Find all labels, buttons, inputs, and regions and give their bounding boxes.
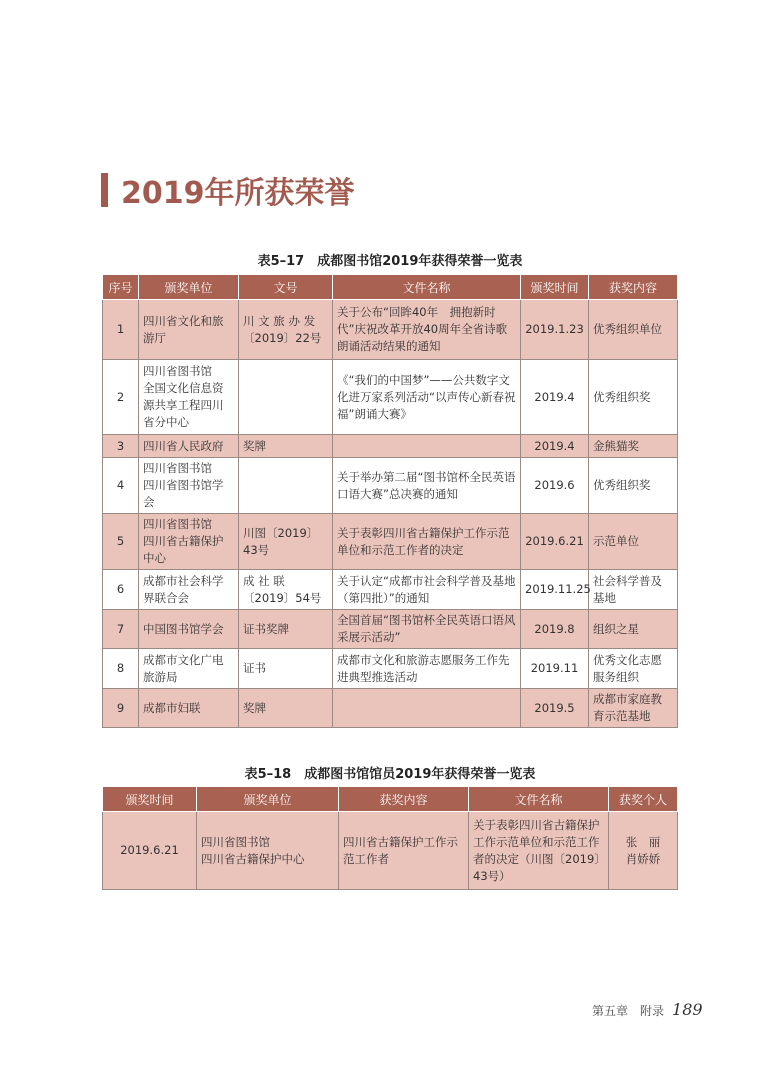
column-header: 文号: [239, 275, 333, 300]
title-accent-bar: [101, 173, 108, 207]
table-cell: 四川省图书馆 四川省古籍保护中心: [197, 812, 339, 890]
table-cell: 川图〔2019〕43号: [239, 514, 333, 570]
table-cell: 7: [103, 610, 139, 649]
table-cell: 张 丽 肖娇娇: [609, 812, 678, 890]
table-cell: 证书奖牌: [239, 610, 333, 649]
table-cell: 2: [103, 360, 139, 435]
column-header: 颁奖单位: [197, 787, 339, 812]
table-header-row: [103, 275, 678, 300]
table-cell: 《“我们的中国梦”——公共数字文化进万家系列活动“以声传心新春祝福”朗诵大赛》: [333, 360, 521, 435]
table-cell: 四川省图书馆 四川省古籍保护中心: [139, 514, 239, 570]
table-cell: 2019.6.21: [521, 514, 589, 570]
table-row: [103, 300, 678, 360]
table-cell: 成都市文化和旅游志愿服务工作先进典型推选活动: [333, 649, 521, 689]
table-cell: 成都市家庭教育示范基地: [589, 689, 678, 728]
section-heading: [101, 168, 355, 212]
table-cell: 2019.1.23: [521, 300, 589, 360]
table-row: [103, 649, 678, 689]
table-row: [103, 360, 678, 435]
table-cell: 关于认定“成都市社会科学普及基地（第四批）”的通知: [333, 570, 521, 610]
column-header: 颁奖时间: [103, 787, 197, 812]
column-header: 获奖内容: [339, 787, 469, 812]
footer-chapter: 第五章: [592, 1004, 629, 1018]
column-header: 文件名称: [333, 275, 521, 300]
table-cell: [333, 689, 521, 728]
table-cell: 关于表彰四川省古籍保护工作示范单位和示范工作者的决定: [333, 514, 521, 570]
table-cell: 证书: [239, 649, 333, 689]
table-cell: 奖牌: [239, 689, 333, 728]
column-header: 文件名称: [469, 787, 609, 812]
page-footer: [592, 1000, 703, 1019]
table-cell: 8: [103, 649, 139, 689]
table-cell: 四川省文化和旅游厅: [139, 300, 239, 360]
table-row: [103, 689, 678, 728]
table-row: [103, 570, 678, 610]
column-header: 获奖内容: [589, 275, 678, 300]
section-title: 2019年所获荣誉: [121, 176, 355, 211]
table-cell: 优秀组织单位: [589, 300, 678, 360]
table-cell: [239, 360, 333, 435]
table-cell: 5: [103, 514, 139, 570]
table-row: [103, 812, 678, 890]
table-cell: 关于表彰四川省古籍保护工作示范单位和示范工作者的决定（川图〔2019〕43号）: [469, 812, 609, 890]
table-cell: 2019.6: [521, 458, 589, 514]
table-cell: 1: [103, 300, 139, 360]
table-cell: 奖牌: [239, 435, 333, 458]
page-number: 189: [672, 1000, 703, 1019]
table-cell: [333, 435, 521, 458]
table-cell: 优秀组织奖: [589, 360, 678, 435]
table-cell: 2019.5: [521, 689, 589, 728]
table-cell: [239, 458, 333, 514]
table-cell: 成都市社会科学界联合会: [139, 570, 239, 610]
table-row: [103, 514, 678, 570]
table-cell: 四川省古籍保护工作示范工作者: [339, 812, 469, 890]
table-cell: 成都市文化广电旅游局: [139, 649, 239, 689]
column-header: 获奖个人: [609, 787, 678, 812]
table-header-row: [103, 787, 678, 812]
footer-section: 附录: [640, 1004, 665, 1018]
table-cell: 川 文 旅 办 发〔2019〕22号: [239, 300, 333, 360]
table-cell: 2019.11: [521, 649, 589, 689]
table-cell: 关于举办第二届“图书馆杯全民英语口语大赛”总决赛的通知: [333, 458, 521, 514]
table-cell: 成 社 联〔2019〕54号: [239, 570, 333, 610]
honors-table: [102, 274, 678, 728]
table-cell: 社会科学普及基地: [589, 570, 678, 610]
table-cell: 示范单位: [589, 514, 678, 570]
table-cell: 金熊猫奖: [589, 435, 678, 458]
table-cell: 2019.11.25: [521, 570, 589, 610]
table-cell: 成都市妇联: [139, 689, 239, 728]
column-header: 序号: [103, 275, 139, 300]
column-header: 颁奖时间: [521, 275, 589, 300]
table-cell: 2019.8: [521, 610, 589, 649]
table-cell: 全国首届“图书馆杯全民英语口语风采展示活动”: [333, 610, 521, 649]
table-caption: 表5–18 成都图书馆馆员2019年获得荣誉一览表: [244, 767, 536, 782]
table-cell: 组织之星: [589, 610, 678, 649]
table-row: [103, 435, 678, 458]
table-cell: 优秀组织奖: [589, 458, 678, 514]
table-cell: 四川省图书馆 四川省图书馆学会: [139, 458, 239, 514]
table-cell: 关于公布“回眸40年 拥抱新时代”庆祝改革开放40周年全省诗歌朗诵活动结果的通知: [333, 300, 521, 360]
table-row: [103, 458, 678, 514]
table-cell: 2019.6.21: [103, 812, 197, 890]
table-row: [103, 610, 678, 649]
table-cell: 2019.4: [521, 360, 589, 435]
table-cell: 四川省图书馆 全国文化信息资源共享工程四川省分中心: [139, 360, 239, 435]
table-cell: 9: [103, 689, 139, 728]
table-cell: 优秀文化志愿服务组织: [589, 649, 678, 689]
table-cell: 6: [103, 570, 139, 610]
table-cell: 中国图书馆学会: [139, 610, 239, 649]
table-caption: 表5–17 成都图书馆2019年获得荣誉一览表: [257, 254, 523, 269]
column-header: 颁奖单位: [139, 275, 239, 300]
table-cell: 四川省人民政府: [139, 435, 239, 458]
table-cell: 4: [103, 458, 139, 514]
staff-honors-table: [102, 786, 678, 890]
table-cell: 2019.4: [521, 435, 589, 458]
table-cell: 3: [103, 435, 139, 458]
